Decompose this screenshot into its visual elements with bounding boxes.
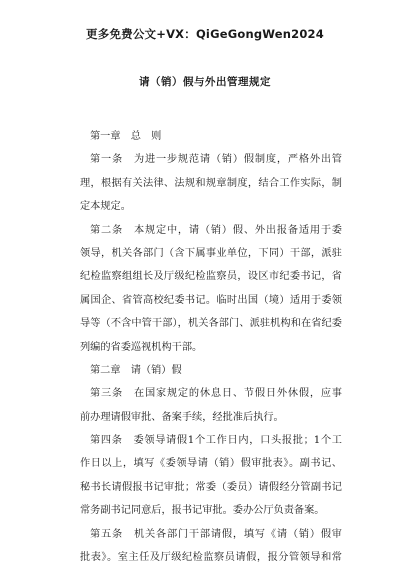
text-line: 属国企、省管高校纪委书记。临时出国（境）适用于委领 bbox=[80, 294, 342, 306]
text-line: 理，根据有关法律、法规和规章制度，结合工作实际，制 bbox=[80, 177, 342, 189]
text-line: 前办理请假审批、备案手续，经批准后执行。 bbox=[80, 411, 284, 423]
text-line: 第四条 委领导请假1个工作日内，口头报批；1个工 bbox=[90, 435, 342, 447]
text-line: 导等（不含中管干部），机关各部门、派驻机构和在省纪委 bbox=[80, 318, 342, 330]
text-line: 秘书长请假报书记审批；常委（委员）请假经分管副书记 bbox=[80, 481, 342, 493]
text-line: 第一条 为进一步规范请（销）假制度，严格外出管 bbox=[90, 154, 342, 166]
text-line: 领导，机关各部门（含下属事业单位，下同）干部，派驻 bbox=[80, 247, 342, 259]
text-line: 批表》。室主任及厅级纪检监察员请假，报分管领导和常 bbox=[80, 552, 342, 564]
document-title: 请（销）假与外出管理规定 bbox=[139, 76, 271, 88]
text-line: 第三条 在国家规定的休息日、节假日外休假，应事 bbox=[90, 388, 342, 400]
text-line: 定本规定。 bbox=[80, 201, 131, 213]
document-body bbox=[80, 125, 342, 569]
text-line: 第五条 机关各部门干部请假，填写《请（销）假审 bbox=[90, 528, 342, 540]
text-line: 常务副书记同意后，报书记审批。委办公厅负责备案。 bbox=[80, 505, 325, 517]
text-line: 作日以上，填写《委领导请（销）假审批表》。副书记、 bbox=[80, 458, 342, 470]
watermark-text: 更多免费公文+VX：QiGeGongWen2024 bbox=[86, 27, 324, 41]
text-line: 列编的省委巡视机构干部。 bbox=[80, 341, 203, 353]
text-line: 第二章 请（销）假 bbox=[90, 364, 182, 376]
text-line: 第一章 总 则 bbox=[90, 131, 162, 142]
text-line: 第二条 本规定中，请（销）假、外出报备适用于委 bbox=[90, 224, 342, 236]
text-line: 纪检监察组组长及厅级纪检监察员，设区市纪委书记，省 bbox=[80, 271, 342, 283]
